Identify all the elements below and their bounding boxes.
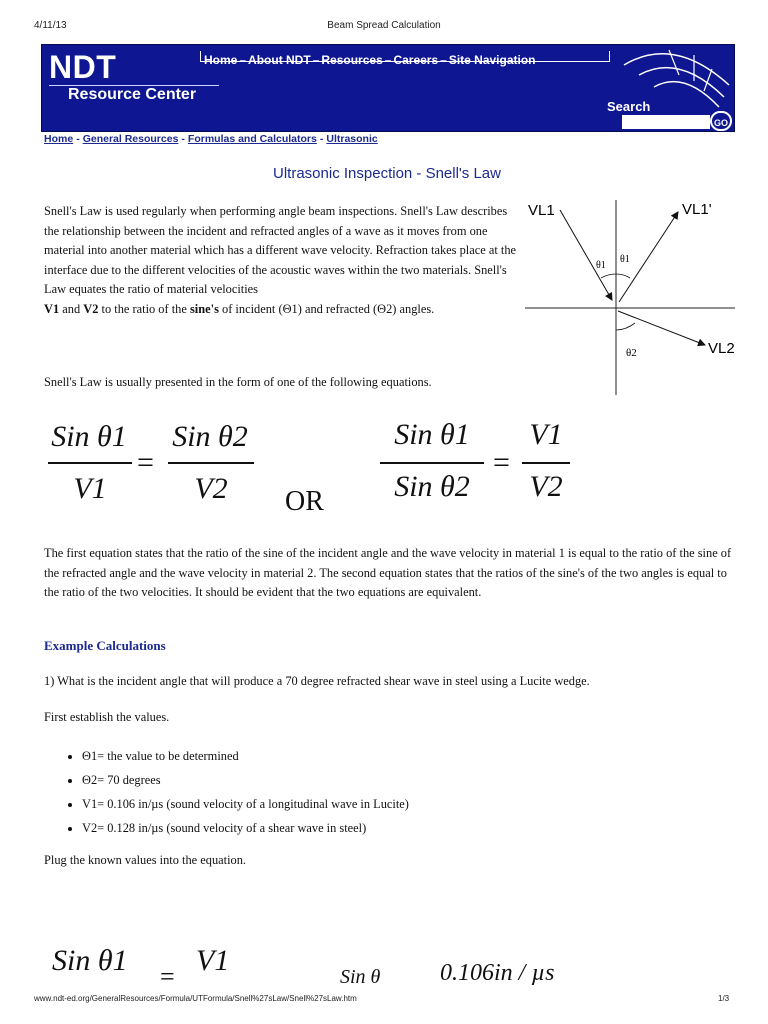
eq2-numerator-right: V1 bbox=[529, 418, 563, 451]
bottom-eq-equals: = bbox=[160, 962, 175, 991]
intro-and: and bbox=[62, 301, 81, 316]
list-item: • Θ2= 70 degrees bbox=[82, 768, 409, 792]
question-1: 1) What is the incident angle that will produce a 70 degree refracted shear wave in steel using a Lucite wedge. bbox=[44, 674, 590, 688]
bottom-eq-value: 0.106in / µs bbox=[440, 960, 555, 986]
example-calculations-heading: Example Calculations bbox=[44, 638, 166, 653]
nav-separator: – bbox=[312, 53, 320, 67]
breadcrumb bbox=[44, 133, 378, 145]
known-values-list bbox=[44, 744, 409, 840]
breadcrumb-ultrasonic[interactable]: Ultrasonic bbox=[326, 133, 378, 145]
search-input[interactable] bbox=[622, 115, 710, 129]
eq2-numerator-left: Sin θ1 bbox=[394, 418, 470, 451]
eq1-equals: = bbox=[137, 446, 154, 479]
usual-form-text: Snell's Law is usually presented in the form of one of the following equations. bbox=[44, 375, 432, 389]
page-title: Ultrasonic Inspection - Snell's Law bbox=[273, 165, 501, 182]
refracted-ray bbox=[618, 311, 705, 345]
plug-values-text: Plug the known values into the equation. bbox=[44, 853, 247, 867]
intro-sines: sine's bbox=[189, 301, 219, 316]
snells-law-diagram bbox=[520, 190, 740, 400]
breadcrumb-general-resources[interactable]: General Resources bbox=[82, 133, 179, 145]
eq2-equals: = bbox=[493, 446, 510, 479]
logo-ndt[interactable]: NDT bbox=[49, 49, 117, 85]
label-theta2: θ2 bbox=[626, 347, 637, 359]
label-vl1: VL1 bbox=[528, 202, 555, 219]
main-nav bbox=[204, 53, 536, 67]
nav-resources[interactable]: Resources bbox=[321, 53, 383, 67]
eq1-denominator-left: V1 bbox=[73, 472, 107, 505]
nav-separator: – bbox=[384, 53, 392, 67]
intro-v2: V2 bbox=[83, 301, 99, 316]
eq2-denominator-right: V2 bbox=[529, 470, 563, 503]
print-footer-url: www.ndt-ed.org/GeneralResources/Formula/UTFormula/Snell%27sLaw/Snell%27sLaw.htm bbox=[34, 994, 357, 1003]
nav-careers[interactable]: Careers bbox=[393, 53, 439, 67]
nav-about-ndt[interactable]: About NDT bbox=[248, 53, 311, 67]
breadcrumb-formulas[interactable]: Formulas and Calculators bbox=[187, 133, 317, 145]
nav-separator: – bbox=[440, 53, 447, 67]
label-theta1-left: θ1 bbox=[596, 260, 606, 271]
nav-site-navigation[interactable]: Site Navigation bbox=[448, 53, 536, 67]
eq1-fraction-bar-left bbox=[48, 462, 132, 464]
equations-or: OR bbox=[285, 486, 324, 517]
bottom-eq-sin-partial: Sin θ bbox=[340, 966, 381, 988]
intro-paragraph bbox=[44, 202, 522, 319]
bottom-eq-numerator-left: Sin θ1 bbox=[52, 944, 128, 977]
equation-explanation: The first equation states that the ratio of the sine of the incident angle and the wave velocity in material 1 is equal to the ratio of the sine of the refracted angle and the wave velocity in material 2. The second equation states that the ratios of the sine's of the two angles is equal to the ratio of the two velocities. It should be evident that the two equations are equivalent. bbox=[44, 546, 732, 599]
eq2-fraction-bar-right bbox=[522, 462, 570, 464]
site-banner bbox=[41, 44, 735, 132]
breadcrumb-separator: - bbox=[319, 133, 324, 145]
eq2-denominator-left: Sin θ2 bbox=[394, 470, 470, 503]
theta1-arc-right bbox=[616, 274, 630, 278]
eq1-denominator-right: V2 bbox=[194, 472, 228, 505]
breadcrumb-separator: - bbox=[181, 133, 185, 145]
print-footer-page: 1/3 bbox=[718, 994, 730, 1003]
intro-v1: V1 bbox=[44, 301, 60, 316]
list-item: • V1= 0.106 in/µs (sound velocity of a longitudinal wave in Lucite) bbox=[82, 792, 409, 816]
nav-separator: – bbox=[239, 53, 247, 67]
eq1-numerator-right: Sin θ2 bbox=[172, 420, 248, 453]
incident-ray bbox=[560, 210, 612, 300]
print-title: Beam Spread Calculation bbox=[327, 20, 441, 31]
breadcrumb-separator: - bbox=[76, 133, 80, 145]
breadcrumb-home[interactable]: Home bbox=[44, 133, 74, 145]
list-item: • Θ1= the value to be determined bbox=[82, 744, 409, 768]
label-vl2: VL2 bbox=[708, 340, 735, 357]
intro-angles: of incident (Θ1) and refracted (Θ2) angles. bbox=[222, 301, 435, 316]
search-label: Search bbox=[607, 99, 651, 114]
label-theta1-right: θ1 bbox=[620, 254, 630, 265]
nav-home[interactable]: Home bbox=[204, 53, 238, 67]
theta2-arc bbox=[616, 323, 635, 330]
intro-text: Snell's Law is used regularly when performing angle beam inspections. Snell's Law describes the relationship between the incident and refracted angles of a wave as it moves from one material into another material which has a different wave velocity. Refraction takes place at the interface due to the different velocities of the acoustic waves within the two materials. Snell's Law equates the ratio of material velocities bbox=[44, 204, 517, 296]
logo-resource-center[interactable]: Resource Center bbox=[68, 86, 197, 103]
intro-to-ratio: to the ratio of the bbox=[101, 301, 187, 316]
theta1-arc-left bbox=[601, 274, 616, 278]
bottom-eq-numerator-right: V1 bbox=[196, 944, 230, 977]
eq1-numerator-left: Sin θ1 bbox=[51, 420, 127, 453]
eq1-fraction-bar-right bbox=[168, 462, 254, 464]
label-vl1-prime: VL1' bbox=[682, 201, 712, 218]
eq2-fraction-bar-left bbox=[380, 462, 484, 464]
list-item: • V2= 0.128 in/µs (sound velocity of a shear wave in steel) bbox=[82, 816, 409, 840]
search-go-button[interactable]: GO bbox=[710, 111, 732, 131]
print-date: 4/11/13 bbox=[34, 20, 67, 31]
establish-values-text: First establish the values. bbox=[44, 710, 170, 724]
